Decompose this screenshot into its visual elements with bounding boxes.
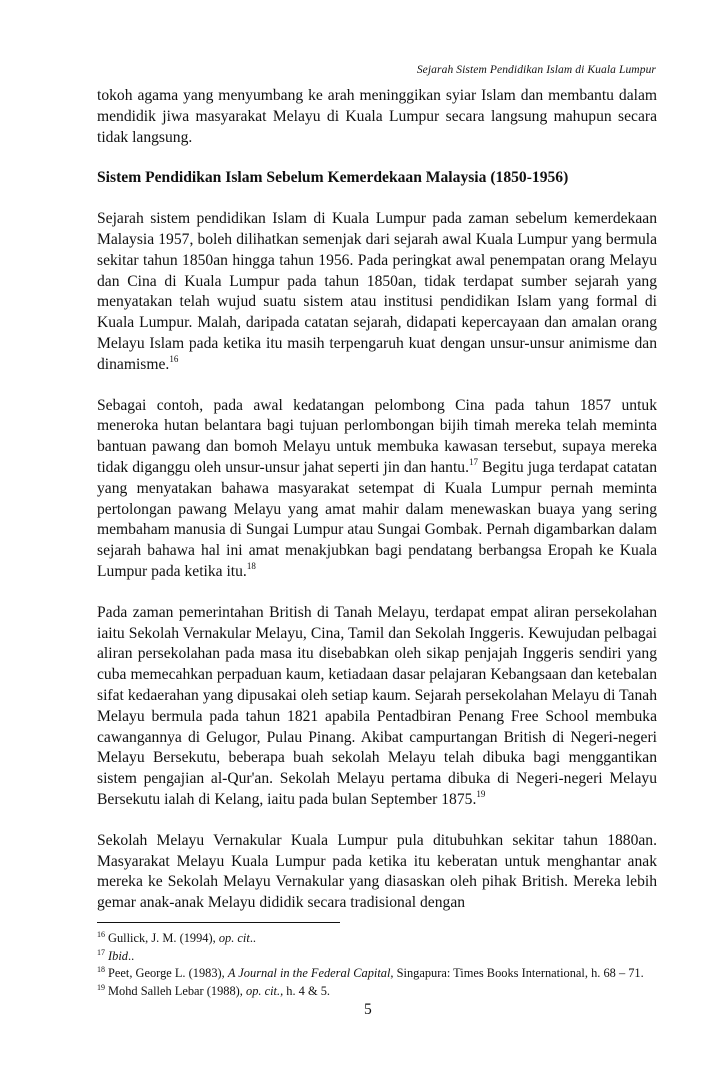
footnote-text: Gullick, J. M. (1994),: [108, 931, 219, 945]
footnote-rest: ..: [249, 931, 257, 945]
footnote-ref-19: 19: [476, 788, 486, 799]
paragraph-4-text: Pada zaman pemerintahan British di Tanah Melayu, terdapat empat aliran persekolahan iaitu Sekolah Vernakular Melayu, Cina, Tamil dan Sekolah Inggeris. Kewujudan pelbagai aliran persekolahan pada masa itu disebabkan oleh sikap penjajah Inggeris sendiri yang cuba memecahkan perpaduan kaum, ketiadaan dasar pelajaran Kebangsaan dan ketebalan sifat kedaerahan yang dipusakai oleh setiap kaum. Sejarah persekolahan Melayu di Tanah Melayu bermula pada tahun 1821 apabila Pentadbiran Penang Free School membuka cawangannya di Gelugor, Pulau Pinang. Akibat campurtangan British di Negeri-negeri Melayu Bersekutu, beberapa buah sekolah Melayu telah dibuka bagi menggantikan sistem pengajian al-Qur'an. Sekolah Melayu pertama dibuka di Negeri-negeri Melayu Bersekutu ialah di Kelang, iaitu pada bulan September 1875.: [97, 603, 657, 808]
footnotes: [97, 930, 657, 1000]
footnote-separator: [97, 922, 340, 923]
footnote-number: 17: [97, 947, 105, 957]
paragraph-2-text: Sejarah sistem pendidikan Islam di Kuala Lumpur pada zaman sebelum kemerdekaan Malaysia 1957, boleh dilihatkan semenjak dari sejarah awal Kuala Lumpur yang bermula sekitar tahun 1850an hingga tahun 1956. Pada peringkat awal penempatan orang Melayu dan Cina di Kuala Lumpur pada tahun 1850an, tidak terdapat sumber sejarah yang menyatakan telah wujud suatu sistem atau institusi pendidikan Islam yang formal di Kuala Lumpur. Malah, daripada catatan sejarah, didapati kepercayaan dan amalan orang Melayu Islam pada ketika itu masih terpengaruh kuat dengan unsur-unsur animisme dan dinamisme.: [97, 210, 657, 373]
body-text: [97, 86, 657, 914]
footnote-rest: h. 4 & 5.: [283, 983, 330, 998]
footnote-ref-16: 16: [169, 353, 179, 364]
footnote-number: 18: [97, 965, 105, 974]
paragraph-4: [97, 603, 657, 811]
footnote-text: Mohd Salleh Lebar (1988),: [108, 983, 246, 998]
running-header: Sejarah Sistem Pendidikan Islam di Kuala Lumpur: [416, 64, 656, 76]
footnote-18: [97, 965, 657, 983]
paragraph-3b-text: Begitu juga terdapat catatan yang menyatakan bahawa masyarakat setempat di Kuala Lumpur pernah meminta pertolongan pawang Melayu yang amat mahir dalam menewaskan buaya yang sering membaham manusia di Sungai Lumpur atau Sungai Gombak. Pernah digambarkan dalam sejarah bahawa hal ini amat menakjubkan bagi pendatang berbangsa Eropah ke Kuala Lumpur pada ketika itu.: [97, 458, 657, 580]
footnote-italic: op. cit: [218, 931, 250, 945]
footnote-16: [97, 930, 657, 948]
paragraph-2: [97, 209, 657, 375]
footnote-italic: A Journal in the Federal Capital,: [227, 966, 394, 980]
footnote-italic: op. cit.,: [246, 983, 284, 998]
paragraph-5: Sekolah Melayu Vernakular Kuala Lumpur pula ditubuhkan sekitar tahun 1880an. Masyarakat Melayu Kuala Lumpur pada ketika itu keberatan untuk menghantar anak mereka ke Sekolah Melayu Vernakular yang diasaskan oleh pihak British. Mereka lebih gemar anak-anak Melayu dididik secara tradisional dengan: [97, 831, 657, 912]
paragraph-3: [97, 396, 657, 583]
footnote-ref-18: 18: [246, 560, 256, 571]
section-heading: Sistem Pendidikan Islam Sebelum Kemerdekaan Malaysia (1850-1956): [97, 169, 569, 187]
footnote-rest: Singapura: Times Books International, h. 68 – 71.: [393, 966, 644, 980]
footnote-ref-17: 17: [469, 456, 479, 467]
footnote-italic: Ibid: [108, 948, 128, 963]
footnote-19: [97, 983, 657, 1001]
footnote-text: Peet, George L. (1983),: [108, 966, 228, 980]
footnote-number: 19: [97, 982, 105, 992]
paragraph-1: tokoh agama yang menyumbang ke arah meninggikan syiar Islam dan membantu dalam mendidik jiwa masyarakat Melayu di Kuala Lumpur secara langsung mahupun secara tidak langsung.: [97, 87, 657, 146]
page-number: 5: [364, 1001, 372, 1018]
footnote-rest: ..: [127, 948, 135, 963]
paragraph-3a-text: Sebagai contoh, pada awal kedatangan pelombong Cina pada tahun 1857 untuk meneroka hutan belantara bagi tujuan perlombongan bijih timah mereka telah meminta bantuan pawang dan bomoh Melayu untuk membuka kawasan tersebut, supaya mereka tidak diganggu oleh unsur-unsur jahat seperti jin dan hantu.: [97, 396, 657, 476]
footnote-number: 16: [97, 930, 105, 939]
footnote-17: [97, 948, 657, 966]
